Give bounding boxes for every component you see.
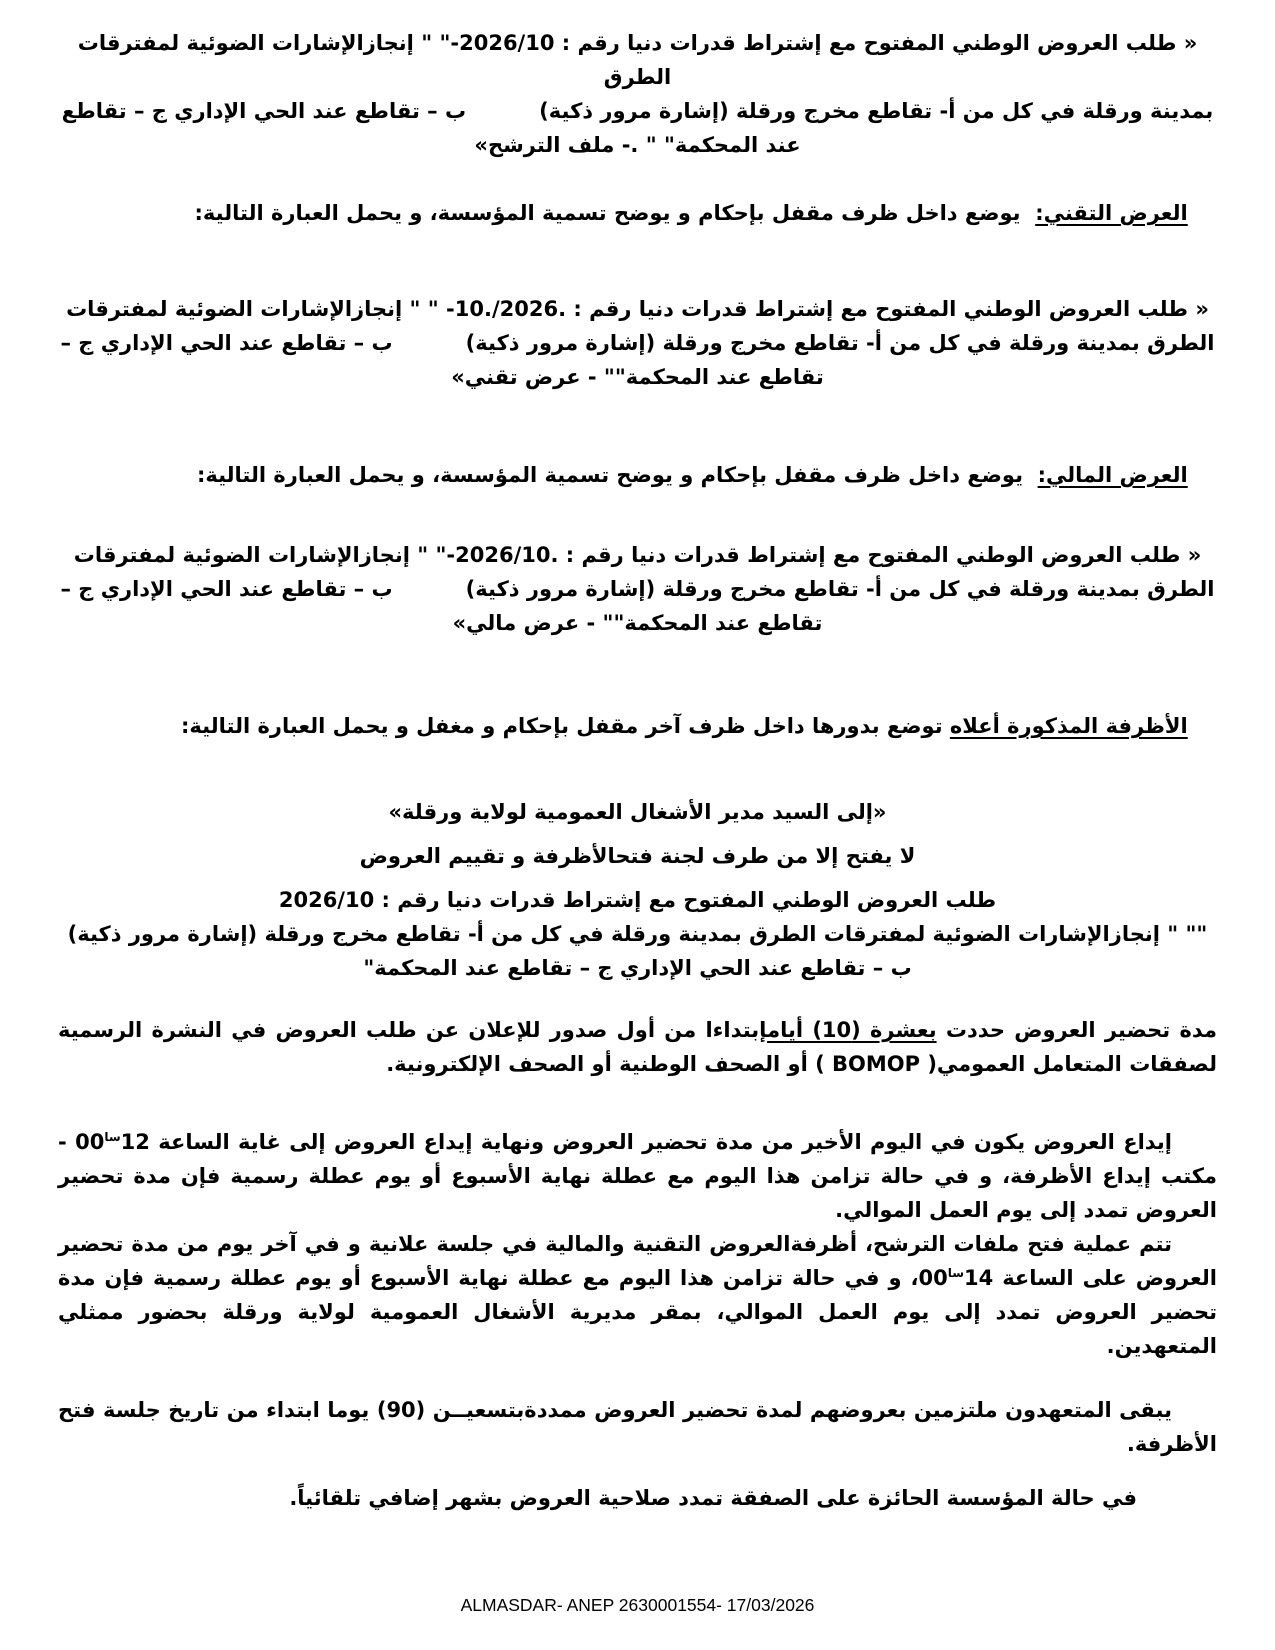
- financial-offer-instruction: يوضع داخل ظرف مقفل بإحكام و يوضح تسمية المؤسسة، و يحمل العبارة التالية:: [196, 463, 1038, 487]
- preparation-suffix: إبتداءا من أول صدور للإعلان عن طلب العروض في النشرة الرسمية لصفقات المتعامل العمومي( BOMOP ) أو الصحف الوطنية أو الصحف الإلكترونية.: [58, 1018, 1217, 1076]
- opening-text-start: تتم عملية فتح ملفات الترشح، أظرفةالعروض التقنية والمالية في جلسة علانية و في آخر يوم من مدة تحضير العروض على الساعة 14: [58, 1232, 1217, 1290]
- technical-offer-envelope-text: [58, 292, 1217, 394]
- technical-envelope-line-2: الطرق بمدينة ورقلة في كل من أ- تقاطع مخرج ورقلة (إشارة مرور ذكية) ب – تقاطع عند الحي الإداري ج –: [60, 331, 1215, 355]
- technical-offer-label: العرض التقني:: [1035, 201, 1188, 225]
- technical-envelope-line-1: « طلب العروض الوطني المفتوح مع إشتراط قدرات دنيا رقم : .2026/.10- " " إنجازالإشارات الضوئية لمفترقات: [66, 297, 1209, 321]
- financial-envelope-line-2: الطرق بمدينة ورقلة في كل من أ- تقاطع مخرج ورقلة (إشارة مرور ذكية) ب – تقاطع عند الحي الإداري ج –: [60, 577, 1215, 601]
- opening-session-paragraph: [58, 1227, 1217, 1363]
- outer-envelope-tender-line: طلب العروض الوطني المفتوح مع إشتراط قدرات دنيا رقم : 2026/10: [278, 888, 997, 912]
- technical-envelope-line-3: تقاطع عند المحكمة"" - عرض تقني»: [451, 365, 824, 389]
- outer-envelope-label: الأظرفة المذكورة أعلاه: [949, 714, 1188, 738]
- addressee-line: «إلى السيد مدير الأشغال العمومية لولاية ورقلة»: [388, 800, 887, 824]
- financial-envelope-line-1: « طلب العروض الوطني المفتوح مع إشتراط قدرات دنيا رقم : .2026/10-" " إنجازالإشارات الضوئية لمفترقات: [73, 543, 1202, 567]
- tender-title-line-3: عند المحكمة" " .- ملف الترشح»: [474, 133, 801, 157]
- tender-title-block: [58, 26, 1217, 162]
- automatic-extension-line: في حالة المؤسسة الحائزة على الصفقة تمدد صلاحية العروض بشهر إضافي تلقائياً.: [289, 1486, 1137, 1510]
- technical-offer-instruction: يوضع داخل ظرف مقفل بإحكام و يوضح تسمية المؤسسة، و يحمل العبارة التالية:: [194, 201, 1036, 225]
- financial-offer-heading: [58, 424, 1217, 526]
- deposit-text-end: 00 - مكتب إيداع الأظرفة، و في حالة تزامن هذا اليوم مع عطلة نهاية الأسبوع أو يوم عطلة رسمية فإن مدة تحضير العروض تمدد إلى يوم العمل الموالي.: [58, 1130, 1217, 1222]
- outer-envelope-locations-line: ب – تقاطع عند الحي الإداري ج – تقاطع عند المحكمة": [363, 956, 912, 980]
- offer-validity-paragraph: يبقى المتعهدون ملتزمين بعروضهم لمدة تحضير العروض ممددةبتسعيــن (90) يوما ابتداء من تاريخ جلسة فتح الأظرفة.: [58, 1398, 1217, 1456]
- deposit-text-start: إيداع العروض يكون في اليوم الأخير من مدة تحضير العروض ونهاية إيداع العروض إلى غاية الساعة 12: [120, 1130, 1172, 1154]
- opening-hour-superscript: سا: [947, 1266, 964, 1280]
- preparation-duration: بعشرة (10) أيام: [767, 1018, 937, 1042]
- financial-offer-envelope-text: [58, 538, 1217, 640]
- tender-title-line-2: بمدينة ورقلة في كل من أ- تقاطع مخرج ورقلة (إشارة مرور ذكية) ب – تقاطع عند الحي الإداري ج – تقاطع: [61, 99, 1214, 123]
- outer-envelope-text: توضع بدورها داخل ظرف آخر مقفل بإحكام و مغفل و يحمل العبارة التالية:: [181, 714, 950, 738]
- publication-reference-footer: ALMASDAR- ANEP 2630001554- 17/03/2026: [460, 1595, 815, 1615]
- opening-text-end: 00، و في حالة تزامن هذا اليوم مع عطلة نهاية الأسبوع أو يوم عطلة رسمية فإن مدة تحضير العروض تمدد إلى يوم العمل الموالي، بمقر مديرية الأشغال العمومية لولاية ورقلة بحضور ممثلي المتعهدين.: [58, 1266, 1217, 1358]
- outer-envelope-project-line: "" " إنجازالإشارات الضوئية لمفترقات الطرق بمدينة ورقلة في كل من أ- تقاطع مخرج ورقلة (إشارة مرور ذكية): [67, 922, 1208, 946]
- financial-envelope-line-3: تقاطع عند المحكمة"" - عرض مالي»: [452, 611, 823, 635]
- deposit-paragraph: [58, 1125, 1217, 1227]
- deposit-hour-superscript: سا: [104, 1130, 121, 1144]
- financial-offer-label: العرض المالي:: [1037, 463, 1188, 487]
- preparation-prefix: مدة تحضير العروض حددت: [936, 1018, 1217, 1042]
- outer-envelope-instruction: [58, 675, 1217, 777]
- technical-offer-heading: [58, 162, 1217, 264]
- preparation-period-paragraph: [58, 1013, 1217, 1081]
- do-not-open-warning: لا يفتح إلا من طرف لجنة فتحالأظرفة و تقييم العروض: [359, 844, 916, 868]
- tender-title-line-1: « طلب العروض الوطني المفتوح مع إشتراط قدرات دنيا رقم : 2026/10-" " إنجازالإشارات الضوئية لمفترقات الطرق: [70, 31, 1198, 89]
